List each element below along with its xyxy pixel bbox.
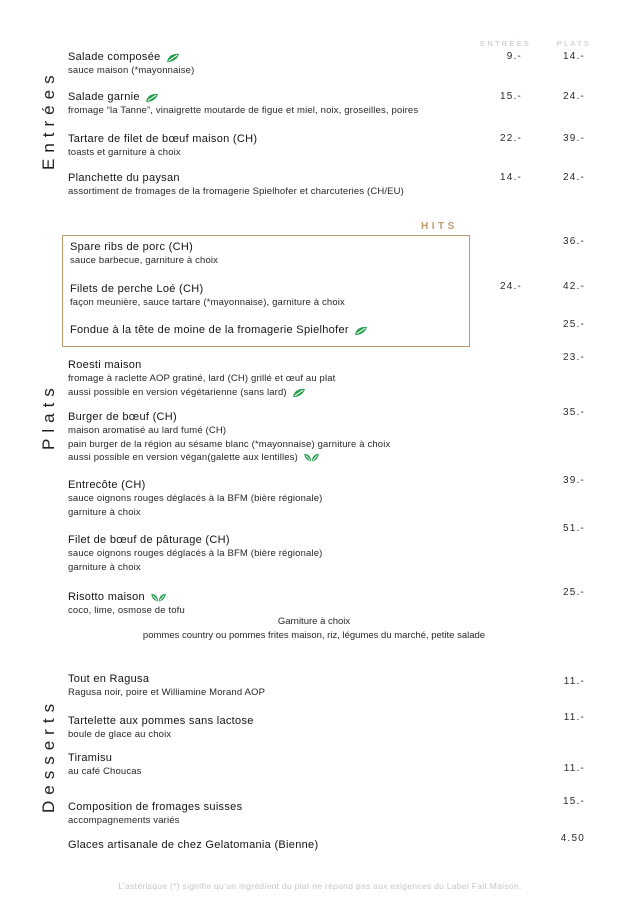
item-title: Risotto maison: [68, 590, 480, 604]
menu-item-burger: [68, 410, 480, 465]
price-plat: 15.-: [562, 796, 585, 807]
item-title: Fondue à la tête de moine de la fromagerie Spielhofer: [70, 323, 482, 337]
item-title: Tout en Ragusa: [68, 673, 150, 685]
vegetarian-leaf-icon: [292, 387, 306, 398]
garniture-note: [40, 615, 588, 642]
hits-label: HITS: [421, 221, 458, 232]
menu-item-risotto: [68, 590, 480, 618]
price-plat: 39.-: [562, 133, 585, 144]
item-title: Salade garnie: [68, 90, 480, 104]
vegetarian-leaf-icon: [354, 325, 368, 336]
menu-item-tartare: [68, 132, 480, 160]
price-plat: 25.-: [562, 587, 585, 598]
item-desc: assortiment de fromages de la fromagerie Spielhofer et charcuteries (CH/EU): [68, 186, 404, 197]
price-plat: 24.-: [562, 172, 585, 183]
item-title: Tiramisu: [68, 752, 113, 764]
price-plat: 4.50: [560, 833, 585, 844]
menu-item-fromages: [68, 800, 480, 828]
item-title: Tartare de filet de bœuf maison (CH): [68, 133, 258, 145]
price-plat: 14.-: [562, 51, 585, 62]
footer-note: L’astérisque (*) signifie qu’un ingrédient du plat ne répond pas aux exigences du Label Fait Maison.: [118, 881, 522, 891]
price-entree: 24.-: [499, 281, 522, 292]
vegetarian-leaf-icon: [145, 92, 159, 103]
item-title: Roesti maison: [68, 359, 142, 371]
item-desc: coco, lime, osmose de tofu: [68, 605, 185, 616]
price-plat: 36.-: [562, 236, 585, 247]
price-plat: 11.-: [563, 763, 585, 774]
price-plat: 25.-: [562, 319, 585, 330]
item-desc: sauce oignons rouges déglacés à la BFM (bière régionale): [68, 493, 323, 504]
item-desc: sauce oignons rouges déglacés à la BFM (bière régionale): [68, 548, 323, 559]
item-title: Glaces artisanale de chez Gelatomania (Bienne): [68, 839, 319, 851]
menu-item-salade-garnie: [68, 90, 480, 118]
price-plat: 51.-: [562, 523, 585, 534]
garniture-detail: pommes country ou pommes frites maison, riz, légumes du marché, petite salade: [142, 629, 486, 641]
item-desc: aussi possible en version végétarienne (sans lard): [68, 386, 480, 400]
item-desc: au café Choucas: [68, 766, 142, 777]
vegan-leaves-icon: [150, 592, 167, 603]
item-desc: boule de glace au choix: [68, 729, 172, 740]
price-plat: 11.-: [563, 712, 585, 723]
garniture-title: Garniture à choix: [277, 616, 351, 627]
item-title: Tartelette aux pommes sans lactose: [68, 715, 254, 727]
price-entree: 14.-: [499, 172, 522, 183]
menu-item-planchette: [68, 171, 480, 199]
menu-item-tartelette: [68, 714, 480, 742]
section-label-entrees: Entrées: [39, 69, 58, 171]
price-plat: 23.-: [562, 352, 585, 363]
price-entree: 9.-: [506, 51, 522, 62]
item-title: Filet de bœuf de pâturage (CH): [68, 534, 230, 546]
section-label-plats: Plats: [39, 382, 58, 450]
price-plat: 11.-: [563, 676, 585, 687]
menu-item-filets-perche: [70, 282, 482, 310]
item-desc: pain burger de la région au sésame blanc (*mayonnaise) garniture à choix: [68, 438, 391, 450]
menu-item-glaces: [68, 838, 480, 852]
item-desc: façon meunière, sauce tartare (*mayonnaise), garniture à choix: [70, 297, 345, 308]
item-title: Composition de fromages suisses: [68, 801, 243, 813]
item-desc: fromage “la Tanne”, vinaigrette moutarde de figue et miel, noix, groseilles, poires: [68, 105, 419, 116]
item-desc: toasts et garniture à choix: [68, 147, 181, 158]
item-desc: sauce barbecue, garniture à choix: [70, 255, 219, 266]
item-desc: fromage à raclette AOP gratiné, lard (CH) grillé et œuf au plat: [68, 373, 336, 384]
column-header-plats: PLATS: [556, 39, 591, 48]
vegetarian-leaf-icon: [166, 52, 180, 63]
menu-item-salade-composee: [68, 50, 480, 78]
price-entree: 22.-: [499, 133, 522, 144]
item-desc: garniture à choix: [68, 506, 141, 518]
item-desc: Ragusa noir, poire et Williamine Morand AOP: [68, 687, 266, 698]
item-title: Filets de perche Loé (CH): [70, 283, 204, 295]
menu-item-filet-boeuf: [68, 533, 480, 574]
item-desc: aussi possible en version végan(galette aux lentilles): [68, 451, 480, 465]
price-entree: 15.-: [499, 91, 522, 102]
price-plat: 35.-: [562, 407, 585, 418]
section-label-desserts: Desserts: [39, 697, 58, 813]
menu-item-entrecote: [68, 478, 480, 519]
menu-item-spare-ribs: [70, 240, 482, 268]
menu-item-roesti: [68, 358, 480, 399]
item-title: Entrecôte (CH): [68, 479, 146, 491]
price-plat: 42.-: [562, 281, 585, 292]
menu-item-tiramisu: [68, 751, 480, 779]
price-plat: 39.-: [562, 475, 585, 486]
vegan-leaves-icon: [303, 452, 320, 463]
column-header-entrees: ENTRÉES: [480, 39, 531, 48]
item-title: Salade composée: [68, 50, 480, 64]
item-title: Spare ribs de porc (CH): [70, 241, 194, 253]
menu-item-fondue: [70, 323, 482, 337]
item-desc: sauce maison (*mayonnaise): [68, 65, 195, 76]
menu-item-ragusa: [68, 672, 480, 700]
item-title: Planchette du paysan: [68, 172, 180, 184]
price-plat: 24.-: [562, 91, 585, 102]
item-title: Burger de bœuf (CH): [68, 411, 178, 423]
item-desc: maison aromatisé au lard fumé (CH): [68, 425, 227, 436]
item-desc: garniture à choix: [68, 561, 141, 573]
item-desc: accompagnements variés: [68, 815, 180, 826]
